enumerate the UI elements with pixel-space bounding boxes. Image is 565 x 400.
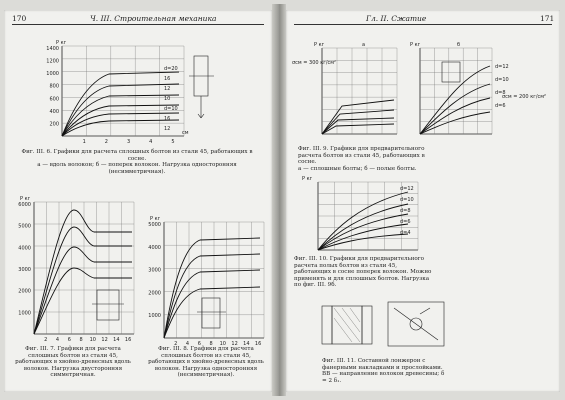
fig7-x-tick-label: 10 [89, 337, 97, 343]
fig6-x-tick-label: 1 [82, 139, 86, 145]
figure-7 [12, 192, 138, 342]
fig7-y-tick-label: 2000 [18, 288, 31, 295]
fig9-formula-1: σсм = 300 кг/см² [292, 60, 337, 66]
figure-9-graph [292, 36, 554, 146]
fig7-y-tick-label: 5000 [18, 223, 31, 230]
left-running-head: Ч. III. Строительная механика [90, 14, 217, 23]
figure-6 [34, 36, 234, 146]
fig10-curve-label: d=12 [400, 186, 414, 192]
figure-6-graph [34, 36, 234, 146]
fig6-x-tick-label: 2 [104, 139, 108, 145]
fig9-curve-label: d=12 [495, 64, 509, 70]
fig10-curve-label: d=6 [400, 219, 411, 225]
fig11-caption-legend: ВВ — направление волокон древесины; δ = 2 δ₁. [322, 371, 445, 384]
fig8-x-tick-label: 2 [174, 341, 178, 347]
fig6-caption [18, 149, 256, 175]
fig6-x-tick-label: 4 [149, 139, 153, 145]
fig6-y-tick-label: 400 [49, 108, 59, 115]
figure-7-graph [12, 192, 138, 342]
fig8-caption: Фиг. III. 8. Графики для расчета сплошных болтов из стали 45, работающих в хвойно-древесных вдоль волокон. Нагрузка односторонняя (несимметричная). [148, 346, 264, 379]
figure-8 [142, 212, 268, 347]
figure-10 [300, 174, 420, 254]
fig6-y-tick-label: 600 [49, 96, 59, 103]
figure-11 [310, 294, 450, 354]
fig8-y-tick-label: 3000 [148, 267, 161, 274]
fig10-curve-label: d=8 [400, 208, 411, 214]
fig7-x-tick-label: 16 [124, 337, 132, 343]
fig9-caption-title: Фиг. III. 9. Графики для предварительного расчета болтов из стали 45, работающих в сосне. [298, 146, 425, 166]
fig8-x-tick-label: 12 [231, 341, 238, 347]
fig6-y-tick-label: 1400 [46, 46, 59, 52]
fig6-curve-label: 10 [164, 96, 171, 102]
right-running-head: Гл. II. Сжатие [366, 14, 427, 23]
fig11-caption [322, 358, 448, 384]
fig6-y-tick-label: 200 [49, 121, 59, 128]
fig9-curve-label: d=10 [495, 77, 509, 83]
fig7-x-tick-label: 4 [55, 337, 60, 343]
fig7-y-tick-label: 3000 [18, 267, 31, 273]
fig10-caption: Фиг. III. 10. Графики для предварительного расчета полых болтов из стали 45, работающих в сосне поперек волокон. Можно применять и для сплошных болтов. Нагрузка по фиг. III. 9б. [294, 256, 432, 289]
right-page-number: 171 [540, 14, 555, 23]
fig9-formula-2: σсм = 200 кг/см² [502, 94, 547, 100]
fig7-y-tick-label: 6000 [18, 202, 31, 208]
fig10-curve-label: d=10 [400, 197, 414, 203]
left-page [4, 10, 272, 392]
fig8-x-tick-label: 8 [209, 341, 213, 347]
fig6-x-tick-label: 3 [126, 139, 131, 145]
fig9-caption [298, 146, 426, 172]
fig6-caption-title: Фиг. III. 6. Графики для расчета сплошных болтов из стали 45, работающих в сосне. [21, 149, 253, 162]
fig8-y-tick-label: 1000 [148, 313, 161, 320]
fig6-y-tick-label: 800 [49, 83, 59, 90]
fig8-x-tick-label: 10 [219, 341, 227, 347]
fig6-curve-label: 16 [164, 76, 171, 82]
fig6-x-unit: см [182, 130, 189, 136]
fig6-curve-label: d=20 [164, 66, 178, 72]
fig8-x-tick-label: 16 [254, 341, 262, 347]
fig6-curve-label: 12 [164, 126, 171, 132]
fig8-y-unit: P кг [150, 216, 161, 222]
header-rule-right [294, 24, 552, 25]
fig8-x-tick-label: 6 [197, 341, 201, 347]
fig6-curve-label: 12 [164, 86, 171, 92]
right-page [286, 10, 560, 392]
fig11-caption-title: Фиг. III. 11. Составной лонжерон с фанерными накладками и прослойками. [322, 358, 443, 371]
fig7-y-tick-label: 1000 [18, 310, 31, 317]
fig9-caption-legend: а — сплошные болты; б — полые болты. [298, 165, 417, 172]
fig7-y-tick-label: 4000 [18, 245, 31, 252]
fig6-y-unit: P кг [56, 40, 67, 46]
fig8-x-tick-label: 14 [243, 341, 250, 347]
fig7-x-tick-label: 14 [113, 337, 120, 343]
figure-11-drawing [310, 294, 450, 354]
fig8-y-tick-label: 5000 [148, 222, 161, 228]
fig9-label-a: а [362, 42, 366, 48]
figure-10-graph [300, 174, 420, 254]
fig9-curve-label: d=6 [495, 103, 506, 109]
fig6-caption-legend: а — вдоль волокон; б — поперек волокон. Нагрузка односторонняя (несимметричная). [37, 162, 237, 175]
fig7-x-tick-label: 6 [67, 337, 71, 343]
fig7-x-tick-label: 2 [44, 337, 48, 343]
fig9-label-b: б [457, 42, 461, 48]
fig8-x-tick-label: 4 [185, 341, 190, 347]
fig10-y-unit: P кг [302, 176, 313, 182]
fig6-x-tick-label: 5 [171, 139, 175, 145]
fig9-y-unit-b: P кг [410, 42, 421, 48]
fig11-hatch [334, 308, 360, 342]
left-page-number: 170 [12, 14, 27, 23]
fig7-y-unit: P кг [20, 196, 31, 202]
fig6-curve-label: 16 [164, 116, 171, 122]
fig9-y-unit-a: P кг [314, 42, 325, 48]
fig6-y-tick-label: 1000 [46, 71, 59, 78]
book-spine [272, 4, 286, 396]
fig7-x-tick-label: 8 [79, 337, 83, 343]
fig6-curve-label: d=10 [164, 106, 178, 112]
header-rule [12, 24, 264, 25]
fig9-curve-label: d=8 [495, 90, 506, 96]
fig10-curve-label: d=4 [400, 230, 411, 236]
fig7-caption: Фиг. III. 7. Графики для расчета сплошных болтов из стали 45, работающих в хвойно-древесных вдоль волокон. Нагрузка двусторонняя симметричная. [15, 346, 131, 379]
fig7-x-tick-label: 12 [101, 337, 108, 343]
fig8-y-tick-label: 2000 [148, 290, 161, 297]
figure-8-graph [142, 212, 268, 347]
fig8-y-tick-label: 4000 [148, 244, 161, 251]
figure-9 [292, 36, 554, 146]
fig6-y-tick-label: 1200 [46, 58, 59, 65]
